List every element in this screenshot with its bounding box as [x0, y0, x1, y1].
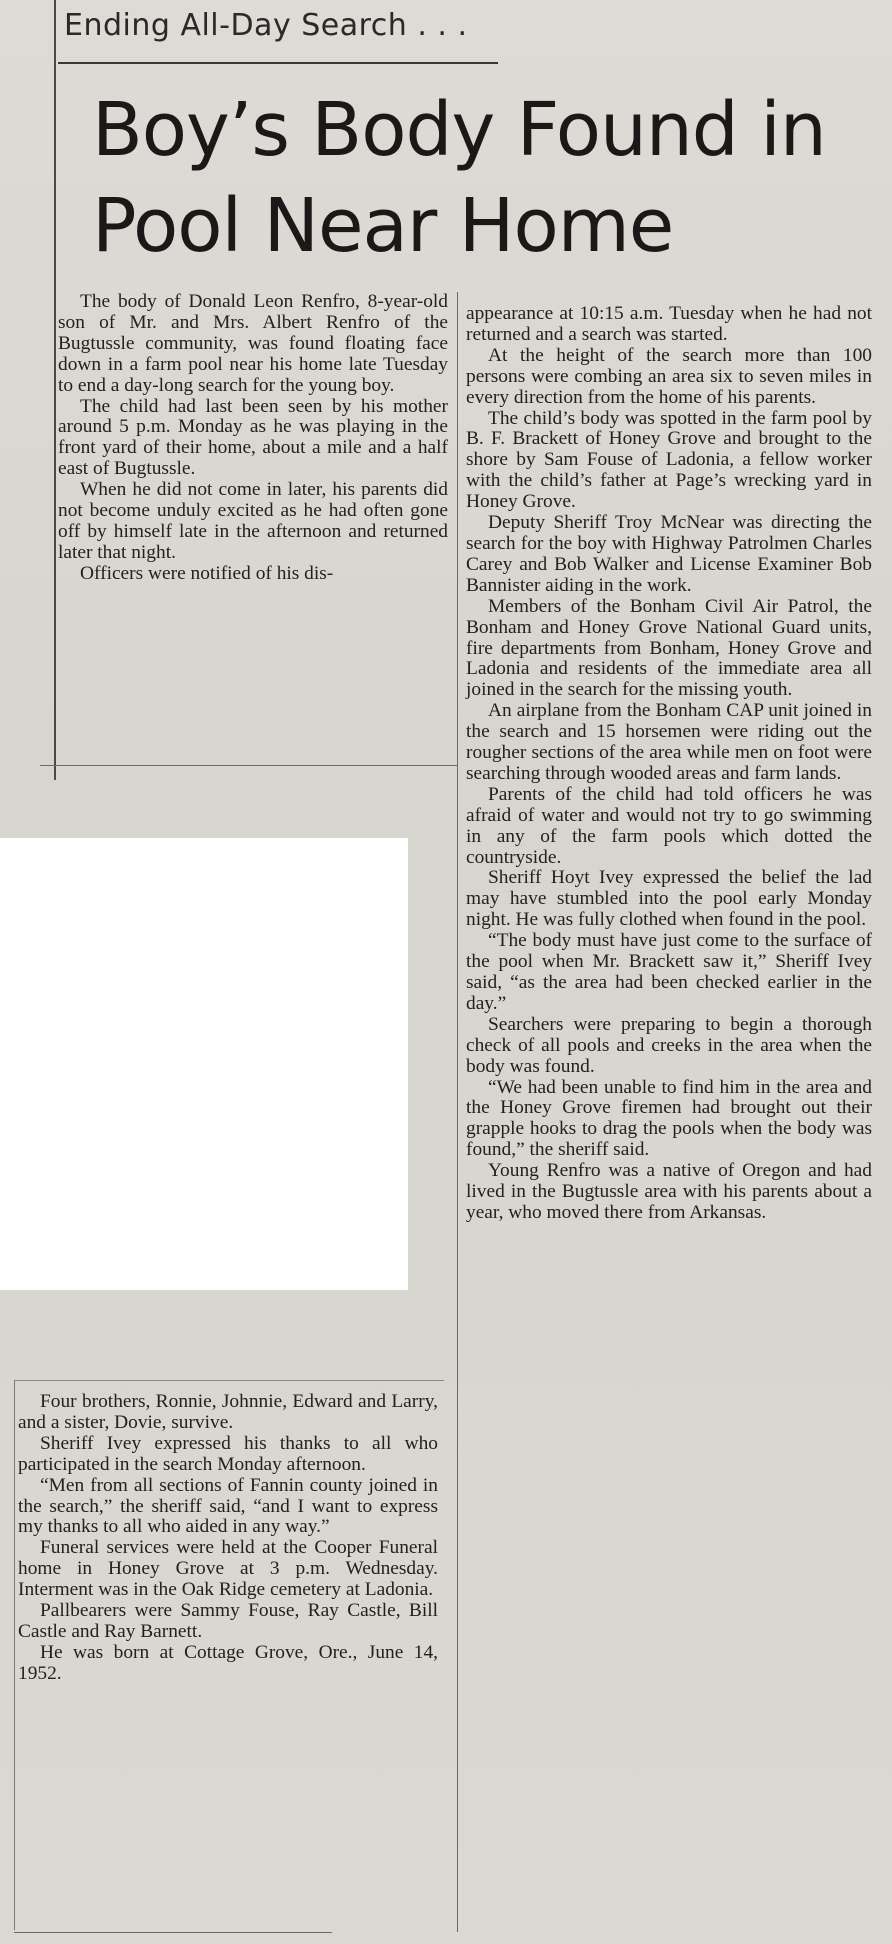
headline-line-1: Boy’s Body Found in — [92, 87, 826, 173]
kicker: Ending All-Day Search . . . — [64, 8, 468, 43]
paragraph: The body of Donald Leon Renfro, 8-year-old son of Mr. and Mrs. Albert Renfro of the Bugtussle community, was found floating face down in a farm pool near his home late Tuesday to end a day-long search for the young boy. — [58, 291, 448, 396]
paragraph: “The body must have just come to the surface of the pool when Mr. Brackett saw it,” Sheriff Ivey said, “as the area had been checked earlier in the day.” — [466, 930, 872, 1014]
headline — [92, 82, 872, 274]
paragraph: “Men from all sections of Fannin county joined in the search,” the sheriff said, “and I want to express my thanks to all who aided in any way.” — [18, 1474, 438, 1538]
paragraph: An airplane from the Bonham CAP unit joined in the search and 15 horsemen were riding out the rougher sections of the area while men on foot were searching through wooded areas and farm lands. — [466, 700, 872, 784]
column-1-bottom-rule — [40, 765, 458, 766]
paragraph: The child had last been seen by his mother around 5 p.m. Monday as he was playing in the front yard of their home, about a mile and a half east of Bugtussle. — [58, 395, 448, 480]
paragraph: Young Renfro was a native of Oregon and had lived in the Bugtussle area with his parents about a year, who moved there from Arkansas. — [466, 1160, 872, 1223]
left-border-rule — [54, 0, 56, 780]
column-3 — [18, 1392, 438, 1685]
paragraph: When he did not come in later, his parents did not become unduly excited as he had often gone off by himself late in the afternoon and returned later that night. — [58, 479, 448, 563]
kicker-underline — [58, 62, 498, 64]
paragraph: “We had been unable to find him in the area and the Honey Grove firemen had brought out their grapple hooks to drag the pools when the body was found,” the sheriff said. — [466, 1076, 872, 1161]
paragraph: Members of the Bonham Civil Air Patrol, the Bonham and Honey Grove National Guard units, fire departments from Bonham, Honey Grove and Ladonia and residents of the immediate area all joined in the search for the missing youth. — [466, 595, 872, 701]
paragraph: Four brothers, Ronnie, Johnnie, Edward and Larry, and a sister, Dovie, survive. — [18, 1391, 438, 1433]
paragraph: Pallbearers were Sammy Fouse, Ray Castle, Bill Castle and Ray Barnett. — [18, 1600, 438, 1642]
paragraph: The child’s body was spotted in the farm pool by B. F. Brackett of Honey Grove and brought to the shore by Sam Fouse of Ladonia, a fellow worker with the child’s father at Page’s wrecking yard in Honey Grove. — [466, 407, 872, 513]
column-divider — [457, 292, 458, 1932]
column-3-top-rule — [14, 1380, 444, 1381]
paragraph: Deputy Sheriff Troy McNear was directing the search for the boy with Highway Patrolmen Charles Carey and Bob Walker and License Examiner Bob Bannister aiding in the work. — [466, 512, 872, 596]
paragraph: Funeral services were held at the Cooper Funeral home in Honey Grove at 3 p.m. Wednesday. Interment was in the Oak Ridge cemetery at Ladonia. — [18, 1537, 438, 1601]
column-1 — [58, 292, 448, 585]
column-3-left-rule — [14, 1380, 15, 1930]
column-2 — [466, 304, 872, 1224]
paragraph: Parents of the child had told officers he was afraid of water and would not try to go swimming in any of the farm pools which dotted the countryside. — [466, 783, 872, 868]
paragraph: At the height of the search more than 100 persons were combing an area six to seven miles in every direction from the home of his parents. — [466, 344, 872, 408]
paragraph: He was born at Cottage Grove, Ore., June 14, 1952. — [18, 1641, 438, 1684]
column-3-bottom-rule — [14, 1932, 332, 1933]
paragraph: Sheriff Ivey expressed his thanks to all who participated in the search Monday afternoon. — [18, 1432, 438, 1475]
paragraph: Searchers were preparing to begin a thorough check of all pools and creeks in the area when the body was found. — [466, 1013, 872, 1077]
paragraph: Sheriff Hoyt Ivey expressed the belief the lad may have stumbled into the pool early Monday night. He was fully clothed when found in the pool. — [466, 867, 872, 931]
paragraph: Officers were notified of his dis- — [80, 562, 334, 584]
headline-line-2: Pool Near Home — [92, 183, 674, 269]
blank-area — [0, 838, 408, 1290]
paragraph: appearance at 10:15 a.m. Tuesday when he had not returned and a search was started. — [466, 303, 872, 345]
